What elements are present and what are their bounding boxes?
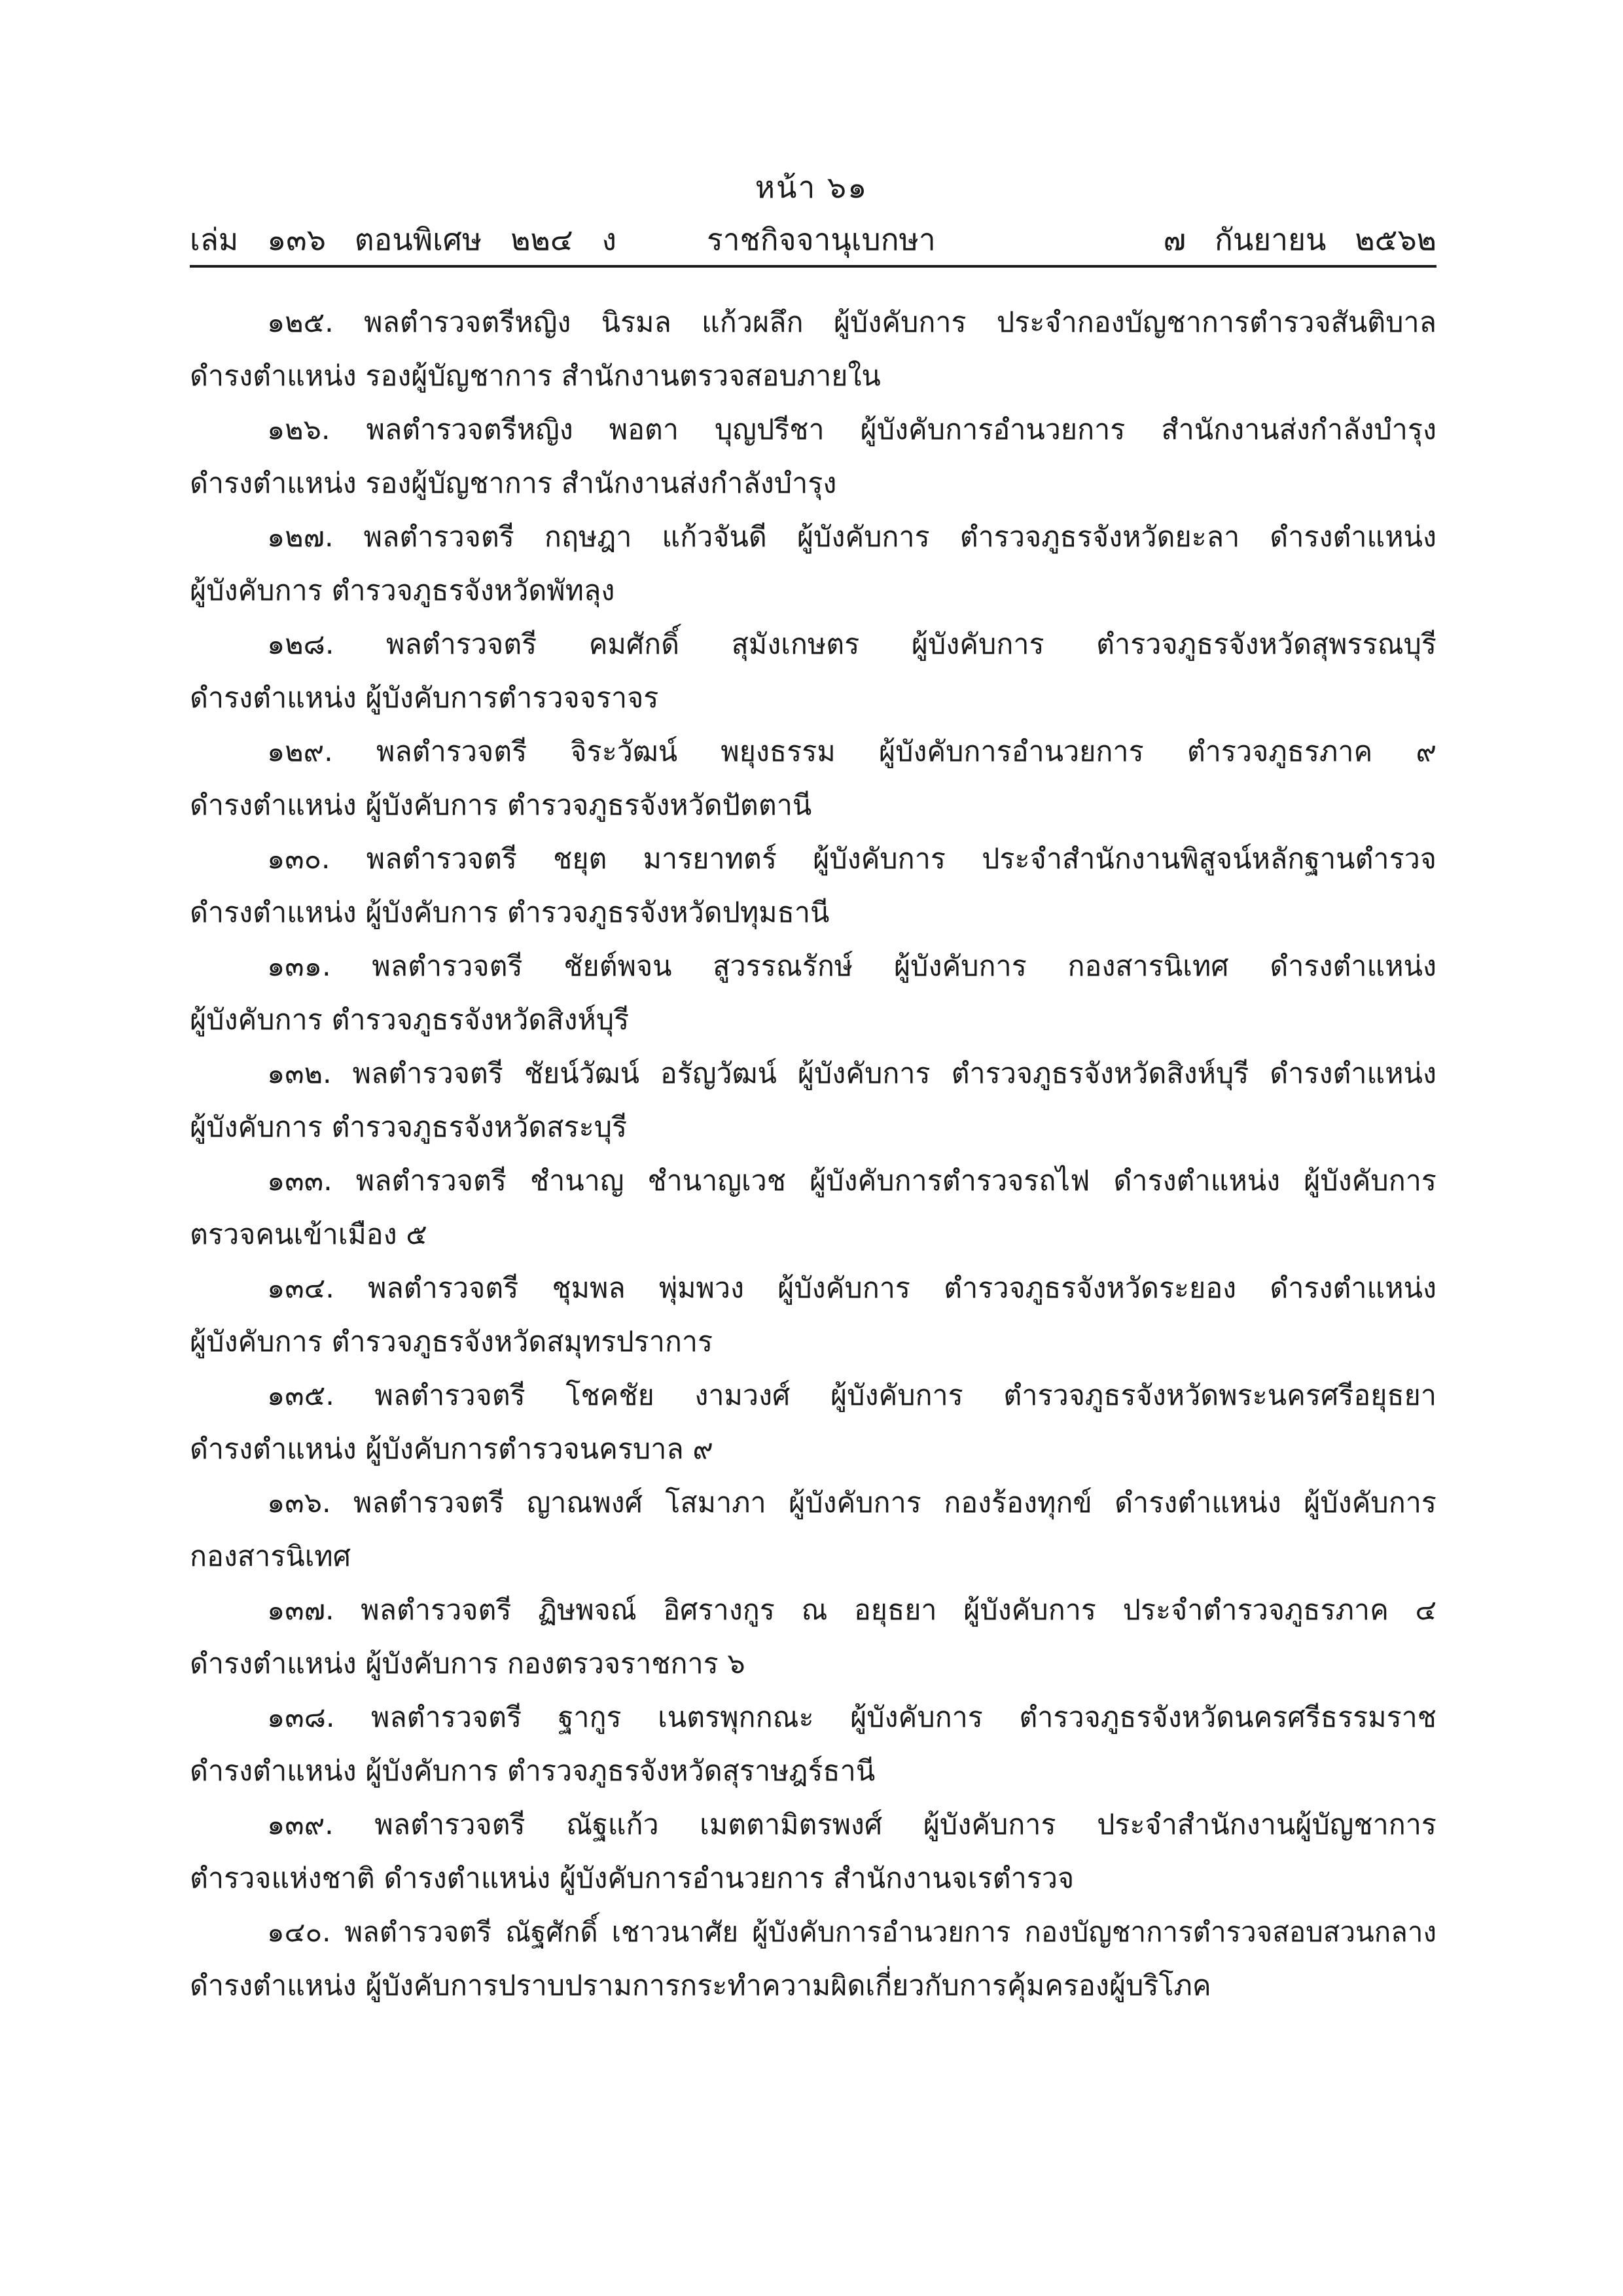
list-item [190, 1798, 1436, 1905]
entry-second-line: ตำรวจแห่งชาติ ดำรงตำแหน่ง ผู้บังคับการอำนวยการ สำนักงานจเรตำรวจ [190, 1862, 1075, 1895]
entry-second-line: ดำรงตำแหน่ง ผู้บังคับการ ตำรวจภูธรจังหวัดปทุมธานี [190, 896, 830, 929]
entry-second-line: ผู้บังคับการ ตำรวจภูธรจังหวัดพัทลุง [190, 574, 615, 607]
page-number: หน้า ๖๑ [755, 169, 868, 205]
entry-first-line: ๑๒๘. พลตำรวจตรี คมศักดิ์ สุมังเกษตร ผู้บังคับการ ตำรวจภูธรจังหวัดสุพรรณบุรี [267, 628, 1436, 661]
entry-second-line: ดำรงตำแหน่ง ผู้บังคับการตำรวจนครบาล ๙ [190, 1433, 713, 1466]
list-item [190, 1047, 1436, 1154]
entry-second-line: ผู้บังคับการ ตำรวจภูธรจังหวัดสระบุรี [190, 1111, 628, 1144]
entry-second-line: ดำรงตำแหน่ง ผู้บังคับการ กองตรวจราชการ ๖ [190, 1648, 745, 1680]
entry-first-line: ๑๓๑. พลตำรวจตรี ชัยต์พจน สูวรรณรักษ์ ผู้บังคับการ กองสารนิเทศ ดำรงตำแหน่ง [267, 950, 1436, 983]
header-divider [190, 265, 1436, 268]
entry-second-line: ดำรงตำแหน่ง ผู้บังคับการปราบปรามการกระทำความผิดเกี่ยวกับการคุ้มครองผู้บริโภค [190, 1969, 1211, 2002]
gazette-header [190, 216, 1436, 255]
entry-first-line: ๑๓๗. พลตำรวจตรี ฏิษพจณ์ อิศรางกูร ณ อยุธยา ผู้บังคับการ ประจำตำรวจภูธรภาค ๔ [267, 1594, 1436, 1627]
entry-second-line: ดำรงตำแหน่ง ผู้บังคับการ ตำรวจภูธรจังหวัดสุราษฎร์ธานี [190, 1755, 876, 1788]
entry-first-line: ๑๔๐. พลตำรวจตรี ณัฐศักดิ์ เชาวนาศัย ผู้บังคับการอำนวยการ กองบัญชาการตำรวจสอบสวนกลาง [267, 1916, 1436, 1948]
list-item [190, 832, 1436, 940]
list-item [190, 510, 1436, 618]
list-item [190, 403, 1436, 510]
entry-second-line: ตรวจคนเข้าเมือง ๕ [190, 1218, 427, 1251]
entry-first-line: ๑๒๙. พลตำรวจตรี จิระวัฒน์ พยุงธรรม ผู้บังคับการอำนวยการ ตำรวจภูธรภาค ๙ [267, 735, 1436, 768]
entry-first-line: ๑๓๓. พลตำรวจตรี ชำนาญ ชำนาญเวช ผู้บังคับการตำรวจรถไฟ ดำรงตำแหน่ง ผู้บังคับการ [267, 1165, 1436, 1197]
list-item [190, 1691, 1436, 1798]
entry-first-line: ๑๒๗. พลตำรวจตรี กฤษฎา แก้วจันดี ผู้บังคับการ ตำรวจภูธรจังหวัดยะลา ดำรงตำแหน่ง [267, 521, 1436, 554]
list-item [190, 1476, 1436, 1583]
entry-second-line: ดำรงตำแหน่ง ผู้บังคับการตำรวจจราจร [190, 682, 659, 715]
entry-second-line: กองสารนิเทศ [190, 1540, 351, 1573]
appointment-list [190, 296, 1436, 2013]
list-item [190, 1262, 1436, 1369]
list-item [190, 296, 1436, 403]
entry-first-line: ๑๒๖. พลตำรวจตรีหญิง พอตา บุญปรีชา ผู้บังคับการอำนวยการ สำนักงานส่งกำลังบำรุง [267, 414, 1436, 446]
entry-first-line: ๑๓๕. พลตำรวจตรี โชคชัย งามวงศ์ ผู้บังคับการ ตำรวจภูธรจังหวัดพระนครศรีอยุธยา [267, 1379, 1436, 1412]
list-item [190, 1905, 1436, 2013]
entry-first-line: ๑๓๙. พลตำรวจตรี ณัฐแก้ว เมตตามิตรพงศ์ ผู้บังคับการ ประจำสำนักงานผู้บัญชาการ [267, 1809, 1436, 1841]
entry-second-line: ดำรงตำแหน่ง ผู้บังคับการ ตำรวจภูธรจังหวัดปัตตานี [190, 789, 812, 822]
list-item [190, 1583, 1436, 1691]
list-item [190, 725, 1436, 832]
volume-issue-label: เล่ม ๑๓๖ ตอนพิเศษ ๒๒๔ ง [190, 222, 616, 257]
list-item [190, 618, 1436, 725]
entry-first-line: ๑๓๘. พลตำรวจตรี ฐากูร เนตรพุกกณะ ผู้บังคับการ ตำรวจภูธรจังหวัดนครศรีธรรมราช [267, 1701, 1436, 1734]
entry-first-line: ๑๓๖. พลตำรวจตรี ญาณพงศ์ โสมาภา ผู้บังคับการ กองร้องทุกข์ ดำรงตำแหน่ง ผู้บังคับการ [267, 1487, 1436, 1519]
entry-first-line: ๑๒๕. พลตำรวจตรีหญิง นิรมล แก้วผลึก ผู้บังคับการ ประจำกองบัญชาการตำรวจสันติบาล [267, 306, 1436, 339]
list-item [190, 940, 1436, 1047]
entry-second-line: ดำรงตำแหน่ง รองผู้บัญชาการ สำนักงานตรวจสอบภายใน [190, 360, 881, 393]
entry-second-line: ผู้บังคับการ ตำรวจภูธรจังหวัดสิงห์บุรี [190, 1004, 630, 1036]
entry-first-line: ๑๓๔. พลตำรวจตรี ชุมพล พุ่มพวง ผู้บังคับการ ตำรวจภูธรจังหวัดระยอง ดำรงตำแหน่ง [267, 1272, 1436, 1305]
publication-date: ๗ กันยายน ๒๕๖๒ [1163, 222, 1436, 257]
entry-second-line: ดำรงตำแหน่ง รองผู้บัญชาการ สำนักงานส่งกำลังบำรุง [190, 467, 837, 500]
list-item [190, 1369, 1436, 1476]
entry-first-line: ๑๓๒. พลตำรวจตรี ชัยน์วัฒน์ อรัญวัฒน์ ผู้บังคับการ ตำรวจภูธรจังหวัดสิงห์บุรี ดำรงตำแหน่ง [267, 1057, 1436, 1090]
list-item [190, 1154, 1436, 1262]
entry-first-line: ๑๓๐. พลตำรวจตรี ชยุต มารยาทตร์ ผู้บังคับการ ประจำสำนักงานพิสูจน์หลักฐานตำรวจ [267, 843, 1436, 875]
entry-second-line: ผู้บังคับการ ตำรวจภูธรจังหวัดสมุทรปราการ [190, 1326, 713, 1358]
gazette-title: ราชกิจจานุเบกษา [707, 222, 936, 257]
